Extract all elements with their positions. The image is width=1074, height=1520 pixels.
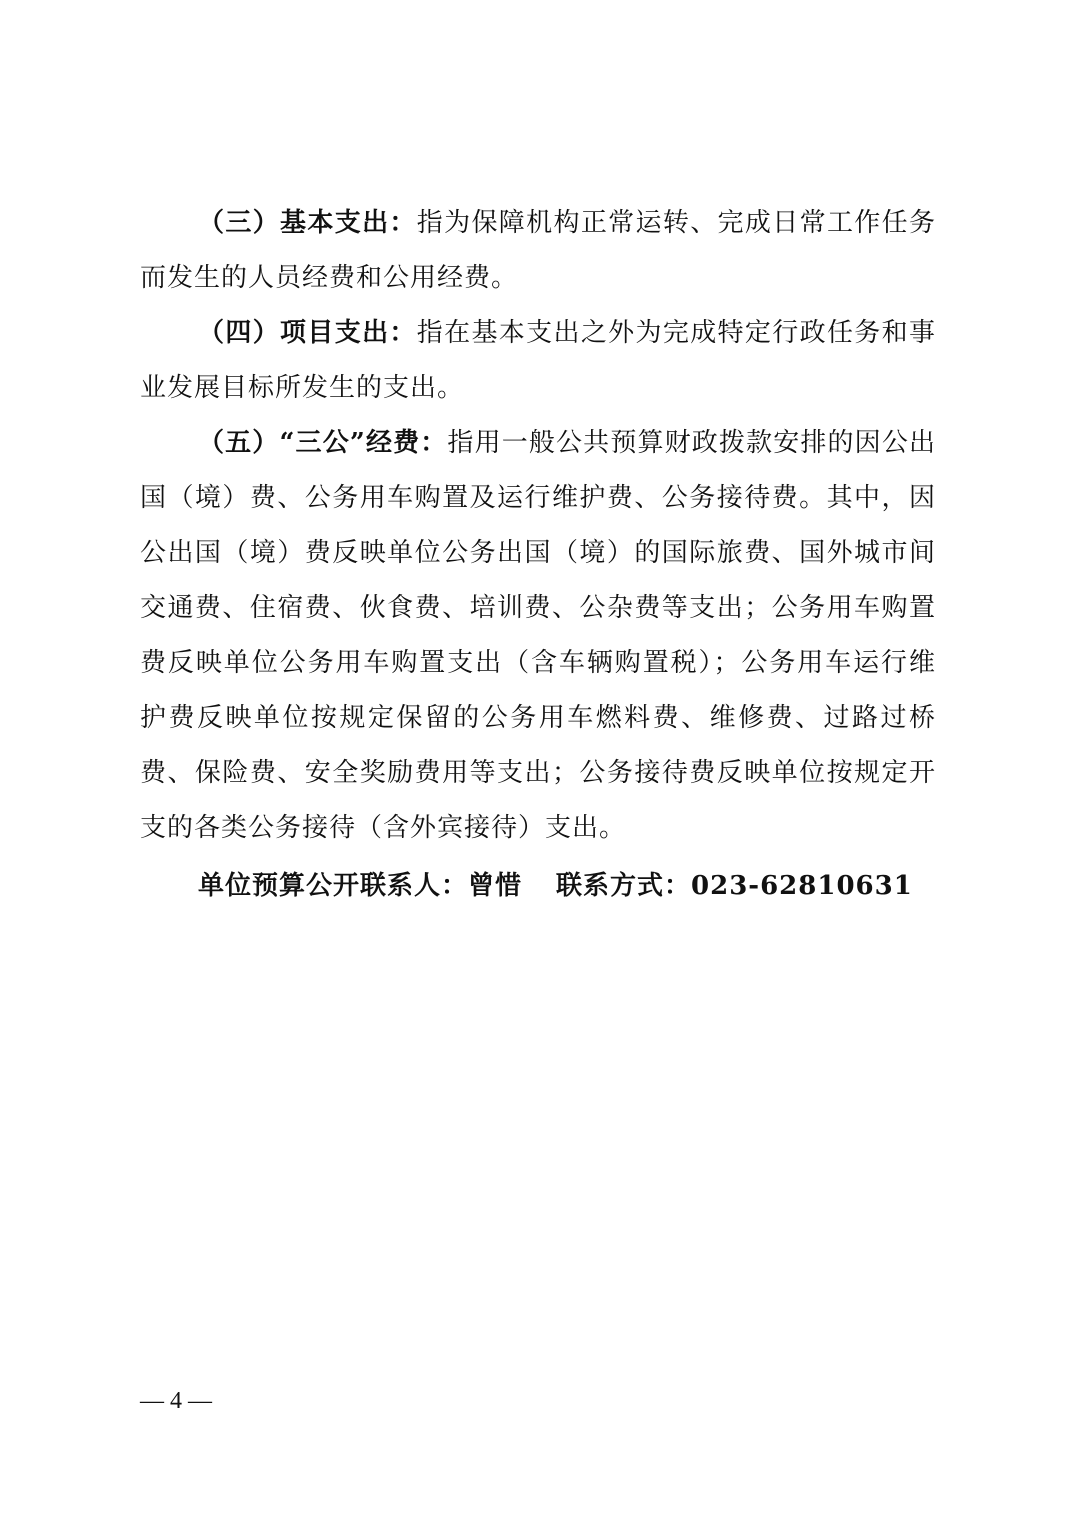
definition-term: （五）“三公”经费： [198, 428, 448, 458]
definition-basic-expenditure [140, 196, 936, 306]
definitions-section [140, 196, 936, 856]
contact-method: 联系方式：023-62810631 [556, 871, 913, 901]
contact-person: 单位预算公开联系人：曾惜 [198, 871, 523, 901]
page-number: — 4 — [140, 1388, 212, 1414]
definition-body: 指为保障机构正常运转、完成日常工作任务而发生的人员经费和公用经费。 [140, 208, 936, 293]
contact-line [198, 860, 913, 912]
definition-body: 指用一般公共预算财政拨款安排的因公出国（境）费、公务用车购置及运行维护费、公务接待费。其中，因公出国（境）费反映单位公务出国（境）的国际旅费、国外城市间交通费、住宿费、伙食费、培训费、公杂费等支出；公务用车购置费反映单位公务用车购置支出（含车辆购置税）；公务用车运行维护费反映单位按规定保留的公务用车燃料费、维修费、过路过桥费、保险费、安全奖励费用等支出；公务接待费反映单位按规定开支的各类公务接待（含外宾接待）支出。 [140, 428, 936, 843]
definition-term: （四）项目支出： [198, 318, 417, 348]
definition-term: （三）基本支出： [198, 208, 417, 238]
definition-project-expenditure [140, 306, 936, 416]
definition-three-public-expenses [140, 416, 936, 856]
definition-body: 指在基本支出之外为完成特定行政任务和事业发展目标所发生的支出。 [140, 318, 936, 403]
